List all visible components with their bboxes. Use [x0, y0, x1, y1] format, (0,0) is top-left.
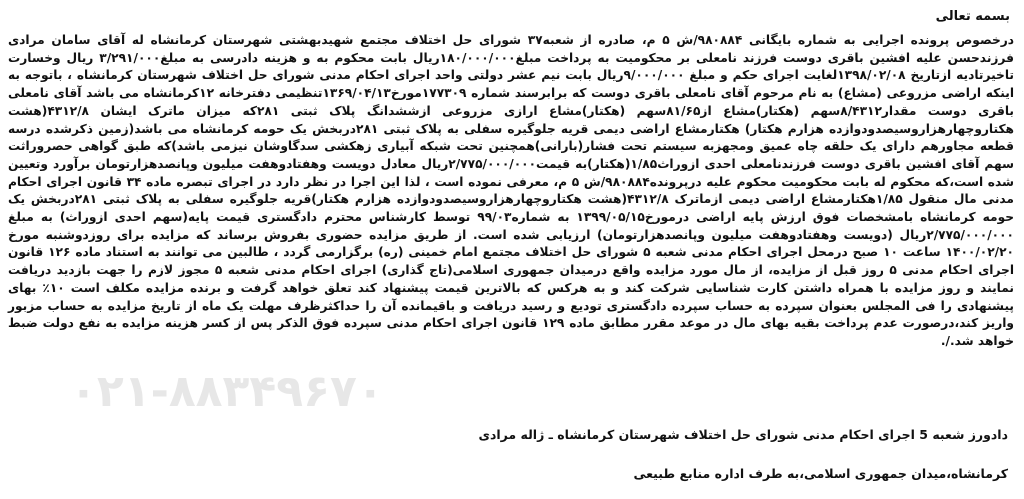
signature-line: دادورز شعبه 5 اجرای احکام مدنی شورای حل اختلاف شهرستان کرمانشاه ـ ژاله مرادی: [478, 427, 1008, 442]
notice-body-text: درخصوص پرونده اجرایی به شماره بایگانی ۹۸۰۸۸۴/ش ۵ م، صادره از شعبه۳۷ شورای حل اختلاف مجتمع شهیدبهشتی شهرستان کرمانشاه له آقای سامان مرادی فرزندحسن علیه افشین باقری دوست فرزند نامعلی بر محکومیت به پرداخت مبلغ۱۸۰/۰۰۰/۰۰۰ریال بابت محکوم به و هزینه دادرسی به مبلغ۳/۲۹۱/۰۰۰ ریال وخسارت تاخیرتادیه ازتاریخ ۱۳۹۸/۰۲/۰۸لغایت اجرای حکم و مبلغ ۹/۰۰۰/۰۰۰ریال بابت نیم عشر دولتی واحد اجرای احکام مدنی شورای حل اختلاف شهرستان کرمانشاه ، باتوجه به اینکه اراضی مزروعی (مشاع) به نام مرحوم آقای نامعلی باقری دوست که برابرسند شماره ۱۷۷۳۰۹مورخ۱۳۶۹/۰۴/۱۳تنظیمی دفترخانه ۱۲کرمانشاه می باشد آقای نامعلی باقری دوست مقدار۸/۴۳۱۲سهم (هکتار)مشاع از۸۱/۶۵سهم (هکتار)مشاع ارازی مزروعی ازششدانگ پلاک ثبتی ۲۸۱که میزان ماترک ایشان ۴۳۱۲/۸(هشت هکتاروچهارهزاروسیصدودوازده هزارم هکتار) هکتارمشاع اراضی دیمی قریه جلوگیره سفلی به پلاک ثبتی ۲۸۱دربخش یک حومه کرمانشاه می باشد(زمین ذکرشده درسه قطعه مجاورهم دارای یک حلقه چاه عمیق ومجهزبه سیستم تحت فشار(بارانی)همچنین تحت شبکه آبیاری زهکشی سدگاوشان نیزمی باشد)که طبق گواهی حصروراثت سهم آقای افشین باقری دوست فرزندنامعلی احدی ازوراث۱/۸۵(هکتار)به قیمت۲/۷۷۵/۰۰۰/۰۰۰ریال معادل دویست وهفتادوهفت میلیون وپانصدهزارتومان برآورد وتعیین شده است،که محکوم له بابت محکومیت محکوم علیه درپرونده۹۸۰۸۸۴/ش ۵ م، معرفی نموده است ، لذا این اجرا در نظر دارد در اجرای تبصره ماده ۳۴ قانون اجرای احکام مدنی مال منقول ۱/۸۵هکتارمشاع اراضی دیمی ازماترک ۴۳۱۲/۸(هشت هکتاروچهارهزاروسیصدودوازده هزارم هکتار)قریه جلوگیره سفلی به پلاک ثبتی ۲۸۱دربخش یک حومه کرمانشاه بامشخصات فوق ارزش پایه اراضی درمورخ۱۳۹۹/۰۵/۱۵ به شماره۹۹/۰۳ توسط کارشناس محترم دادگستری قیمت پایه(سهم احدی ازوراث) به مبلغ ۲/۷۷۵/۰۰۰/۰۰۰ریال (دویست وهفتادوهفت میلیون وپانصدهزارتومان) ارزیابی شده است. از طریق مزایده حضوری بفروش برساند که مزایده برای روزدوشنبه مورخ ۱۴۰۰/۰۲/۲۰ ساعت ۱۰ صبح درمحل اجرای احکام مدنی شعبه ۵ شورای حل اختلاف مجتمع امام خمینی (ره) برگزارمی گردد ، طالبین می توانند به استناد ماده ۱۲۶ قانون اجرای احکام مدنی ۵ روز قبل از مزایده، از مال مورد مزایده واقع درمیدان جمهوری اسلامی(تاج گذاری) اجرای احکام مدنی شعبه ۵ مجوز لازم را جهت بازدید دریافت نمایند و روز مزایده با همراه داشتن کارت شناسایی شرکت کند و به هرکس که بالاترین قیمت پیشنهاد کند تعلق خواهد گرفت و برنده مزایده مکلف است ۱۰٪ بهای پیشنهادی را فی المجلس بعنوان سپرده به حساب سپرده دادگستری تودیع و رسید دریافت و باقیمانده آن را حداکثرظرف مهلت یک ماه از تاریخ مزایده به حساب مزبور واریز کند،درصورت عدم پرداخت بقیه بهای مال در موعد مقرر مطابق ماده ۱۲۹ قانون اجرای احکام مدنی سپرده فوق الذکر پس از کسر هزینه مزایده به نفع دولت ضبط خواهد شد./.: [8, 33, 1015, 348]
document-heading: بسمه تعالی: [935, 9, 1010, 24]
phone-watermark: ۰۲۱-۸۸۳۴۹۶۷۰: [70, 366, 384, 417]
address-footer: کرمانشاه،میدان جمهوری اسلامی،به طرف اداره منابع طبیعی: [633, 466, 1008, 481]
legal-notice-document: [4, 4, 1020, 495]
